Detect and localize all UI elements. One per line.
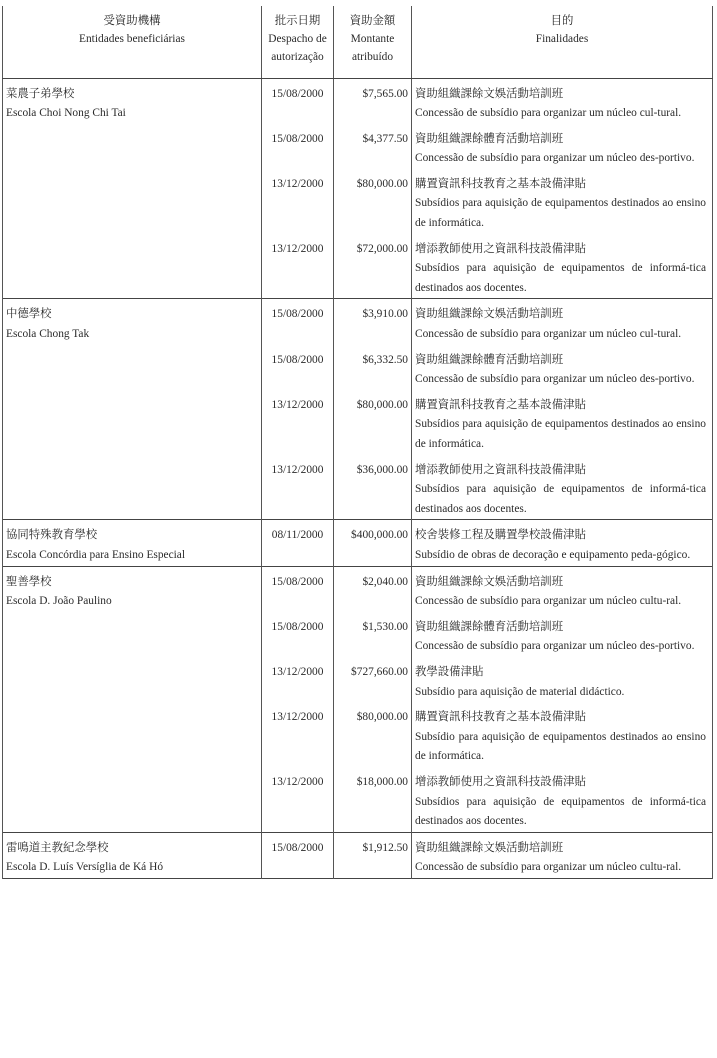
amount-value: $80,000.00 (356, 711, 408, 724)
amount-value: $4,377.50 (362, 132, 408, 145)
amount-value: $3,910.00 (362, 308, 408, 321)
purpose-pt: Concessão de subsídio para organizar um núcleo des-portivo. (415, 373, 695, 386)
purpose-zh: 資助組織課餘文娛活動培訓班 (415, 87, 564, 100)
header-amount-zh: 資助金額 (349, 15, 396, 27)
header-purpose (412, 6, 713, 78)
purpose-zh: 增添教師使用之資訊科技設備津貼 (415, 463, 586, 476)
purpose-pt: Subsídios para aquisição de equipamentos de informá-tica destinados aos docentes. (415, 483, 706, 515)
table-row (3, 832, 713, 878)
entity-cell (3, 520, 262, 566)
entity-cell (3, 566, 262, 832)
table-row (3, 78, 713, 299)
amount-value: $2,040.00 (362, 575, 408, 588)
purpose-pt: Subsídios para aquisição de equipamentos destinados ao ensino de informática. (415, 418, 706, 450)
purpose-item (415, 657, 706, 702)
purpose-item (415, 345, 706, 390)
approval-date: 15/08/2000 (271, 575, 324, 588)
amount-value: $400,000.00 (351, 529, 408, 542)
header-amount (334, 6, 412, 78)
entity-cell (3, 299, 262, 520)
purpose-item (415, 299, 706, 344)
purpose-zh: 校舍裝修工程及購置學校設備津貼 (415, 529, 586, 542)
header-entities (3, 6, 262, 78)
date-cell (262, 78, 334, 299)
amount-cell (334, 566, 412, 832)
amount-cell (334, 520, 412, 566)
purpose-cell (412, 520, 713, 566)
purpose-item (415, 567, 706, 612)
table-row (3, 566, 713, 832)
amount-value: $80,000.00 (356, 177, 408, 190)
purpose-pt: Concessão de subsídio para organizar um núcleo cultu-ral. (415, 861, 682, 874)
entity-name-zh: 協同特殊教育學校 (6, 529, 98, 542)
purpose-zh: 增添教師使用之資訊科技設備津貼 (415, 775, 586, 788)
purpose-item (415, 833, 706, 878)
table-row (3, 299, 713, 520)
purpose-pt: Subsídios para aquisição de equipamentos destinados ao ensino de informática. (415, 197, 706, 230)
header-date-pt1: Despacho de (268, 33, 327, 45)
header-date-zh: 批示日期 (274, 15, 321, 27)
purpose-item (415, 169, 706, 234)
purpose-zh: 購置資訊科技教育之基本設備津貼 (415, 711, 586, 724)
entity-name-zh: 菜農子弟學校 (6, 87, 75, 100)
approval-date: 13/12/2000 (271, 242, 324, 255)
amount-cell (334, 832, 412, 878)
purpose-zh: 購置資訊科技教育之基本設備津貼 (415, 177, 586, 190)
approval-date: 15/08/2000 (271, 308, 324, 321)
entity-name-zh: 中德學校 (6, 308, 52, 321)
entity-name-pt: Escola D. João Paulino (6, 595, 112, 608)
approval-date: 15/08/2000 (271, 132, 324, 145)
subsidy-table (2, 6, 713, 879)
purpose-pt: Subsídio para aquisição de equipamentos destinados ao ensino de informática. (415, 730, 706, 763)
date-cell (262, 520, 334, 566)
amount-value: $72,000.00 (356, 242, 408, 255)
header-entities-pt: Entidades beneficiárias (79, 33, 185, 45)
purpose-item (415, 234, 706, 299)
approval-date: 13/12/2000 (271, 665, 324, 678)
entity-name-pt: Escola Chong Tak (6, 328, 90, 341)
purpose-pt: Subsídios para aquisição de equipamentos de informá-tica destinados aos docentes. (415, 262, 706, 294)
purpose-item (415, 612, 706, 657)
purpose-pt: Subsídio para aquisição de material didáctico. (415, 685, 625, 698)
purpose-zh: 資助組織課餘文娛活動培訓班 (415, 575, 564, 588)
purpose-cell (412, 299, 713, 520)
header-date-pt2: autorização (271, 51, 324, 63)
amount-value: $7,565.00 (362, 87, 408, 100)
amount-value: $80,000.00 (356, 398, 408, 411)
purpose-pt: Concessão de subsídio para organizar um núcleo des-portivo. (415, 152, 695, 165)
date-cell (262, 566, 334, 832)
purpose-zh: 增添教師使用之資訊科技設備津貼 (415, 242, 586, 255)
approval-date: 13/12/2000 (271, 177, 324, 190)
amount-value: $1,912.50 (362, 841, 408, 854)
header-purpose-pt: Finalidades (535, 33, 589, 45)
approval-date: 13/12/2000 (271, 775, 324, 788)
approval-date: 13/12/2000 (271, 711, 324, 724)
purpose-zh: 資助組織課餘體育活動培訓班 (415, 353, 564, 366)
purpose-cell (412, 566, 713, 832)
table-body (3, 78, 713, 878)
purpose-item (415, 767, 706, 832)
entity-name-pt: Escola Choi Nong Chi Tai (6, 107, 126, 120)
purpose-pt: Concessão de subsídio para organizar um núcleo cul-tural. (415, 107, 682, 120)
amount-cell (334, 299, 412, 520)
purpose-zh: 資助組織課餘文娛活動培訓班 (415, 308, 564, 321)
purpose-pt: Concessão de subsídio para organizar um núcleo des-portivo. (415, 640, 695, 653)
purpose-pt: Concessão de subsídio para organizar um núcleo cultu-ral. (415, 595, 682, 608)
entity-name-zh: 雷鳴道主教紀念學校 (6, 841, 109, 854)
approval-date: 15/08/2000 (271, 353, 324, 366)
approval-date: 13/12/2000 (271, 463, 324, 476)
header-amount-pt2: atribuído (351, 51, 394, 63)
purpose-zh: 資助組織課餘體育活動培訓班 (415, 132, 564, 145)
approval-date: 15/08/2000 (271, 841, 324, 854)
purpose-item (415, 702, 706, 767)
approval-date: 08/11/2000 (271, 529, 324, 542)
header-entities-zh: 受資助機構 (103, 15, 161, 27)
header-purpose-zh: 目的 (550, 15, 574, 27)
entity-name-zh: 聖善學校 (6, 575, 52, 588)
header-amount-pt1: Montante (350, 33, 395, 45)
purpose-cell (412, 78, 713, 299)
entity-name-pt: Escola D. Luís Versíglia de Ká Hó (6, 861, 164, 874)
purpose-pt: Subsídios para aquisição de equipamentos de informá-tica destinados aos docentes. (415, 795, 706, 828)
purpose-item (415, 390, 706, 455)
purpose-item (415, 455, 706, 520)
entity-name-pt: Escola Concórdia para Ensino Especial (6, 548, 186, 561)
purpose-zh: 購置資訊科技教育之基本設備津貼 (415, 398, 586, 411)
entity-cell (3, 78, 262, 299)
table-row (3, 520, 713, 566)
purpose-pt: Subsídio de obras de decoração e equipamento peda-gógico. (415, 548, 691, 561)
date-cell (262, 832, 334, 878)
amount-value: $727,660.00 (351, 665, 408, 678)
amount-value: $1,530.00 (362, 620, 408, 633)
purpose-pt: Concessão de subsídio para organizar um núcleo cul-tural. (415, 328, 682, 341)
table-header-row (3, 6, 713, 78)
header-date (262, 6, 334, 78)
entity-cell (3, 832, 262, 878)
approval-date: 15/08/2000 (271, 87, 324, 100)
purpose-zh: 資助組織課餘文娛活動培訓班 (415, 841, 564, 854)
purpose-item (415, 124, 706, 169)
date-cell (262, 299, 334, 520)
amount-value: $18,000.00 (356, 775, 408, 788)
approval-date: 15/08/2000 (271, 620, 324, 633)
amount-value: $36,000.00 (356, 463, 408, 476)
purpose-item (415, 79, 706, 124)
amount-value: $6,332.50 (362, 353, 408, 366)
purpose-zh: 資助組織課餘體育活動培訓班 (415, 620, 564, 633)
amount-cell (334, 78, 412, 299)
purpose-zh: 教學設備津貼 (415, 665, 484, 678)
approval-date: 13/12/2000 (271, 398, 324, 411)
purpose-cell (412, 832, 713, 878)
purpose-item (415, 520, 706, 565)
